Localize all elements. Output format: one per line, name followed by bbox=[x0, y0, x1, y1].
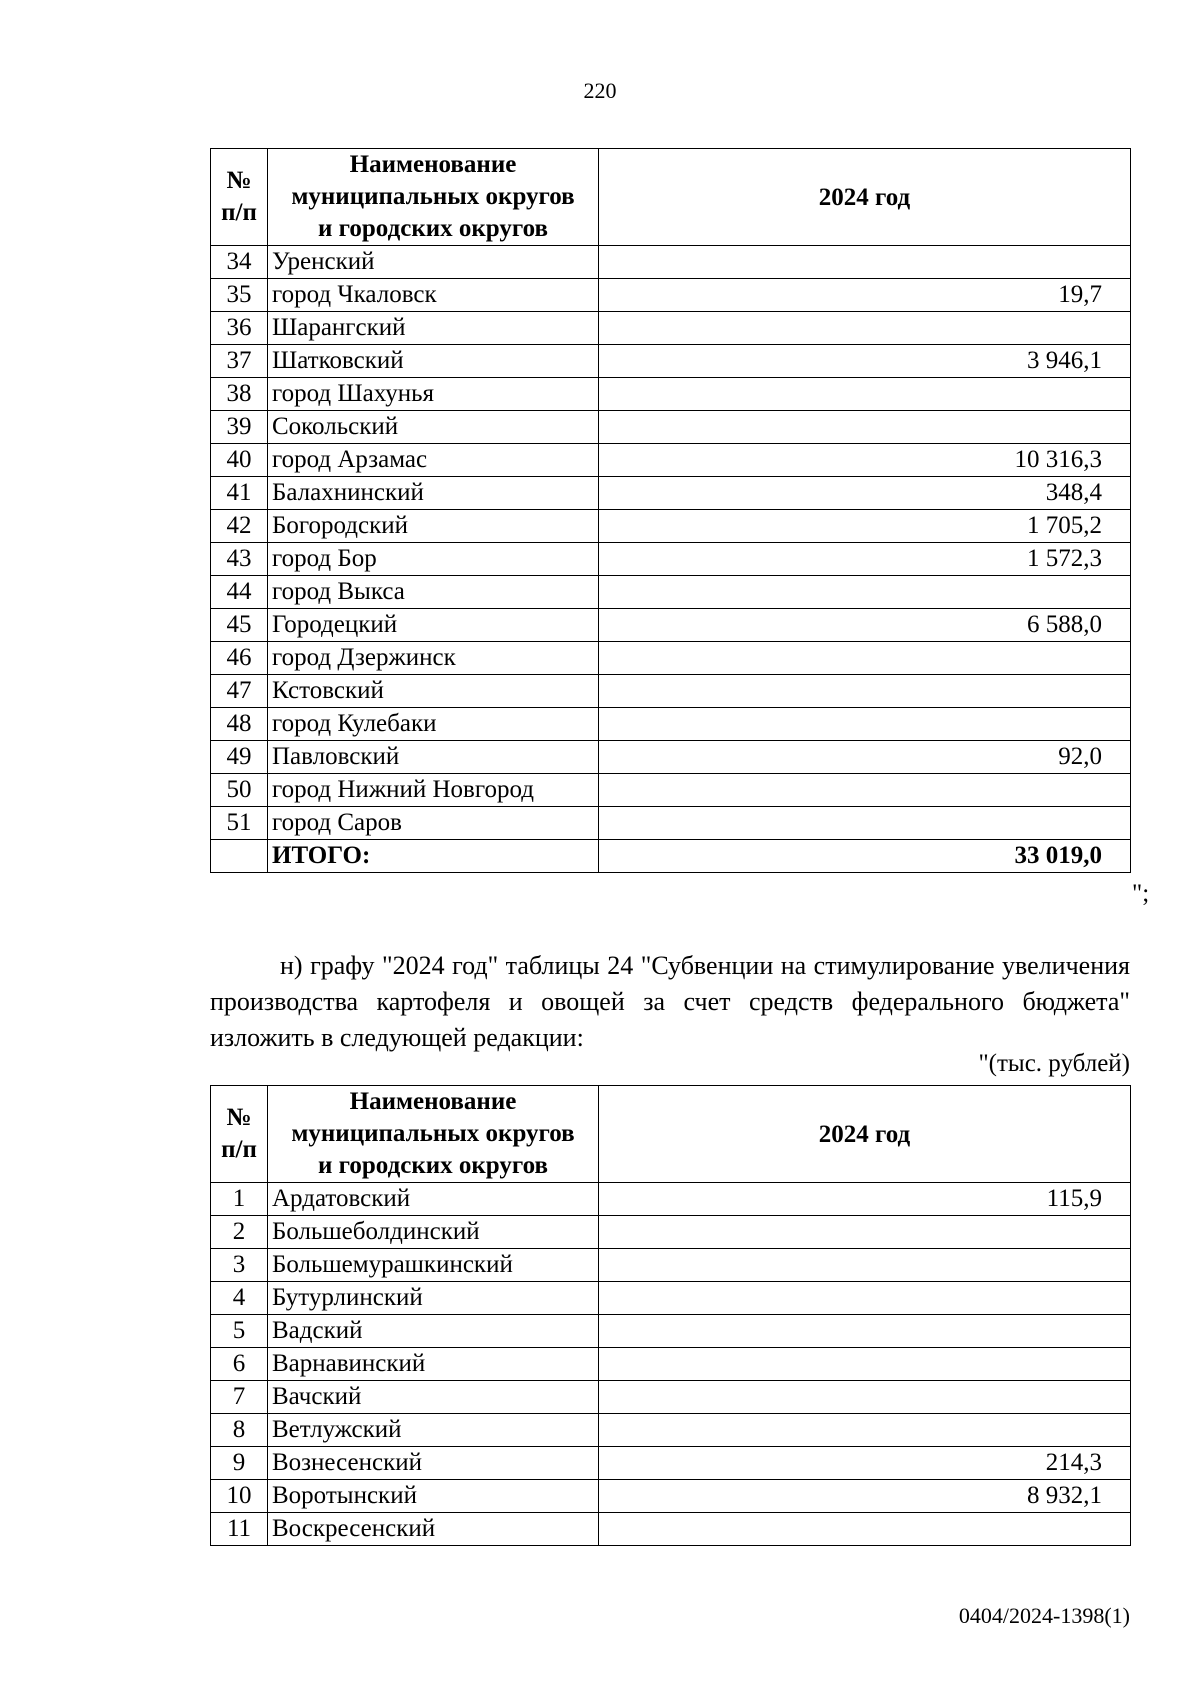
amount-cell bbox=[599, 312, 1131, 345]
municipality-name-cell: город Выкса bbox=[268, 576, 599, 609]
table-row bbox=[211, 807, 1131, 840]
table-row bbox=[211, 741, 1131, 774]
municipality-name-cell: Ветлужский bbox=[268, 1414, 599, 1447]
table-row bbox=[211, 1447, 1131, 1480]
amount-cell bbox=[599, 1414, 1131, 1447]
subvention-table-24 bbox=[210, 1085, 1131, 1546]
municipality-name-cell: Городецкий bbox=[268, 609, 599, 642]
municipality-name-cell: Воскресенский bbox=[268, 1513, 599, 1546]
total-row bbox=[211, 840, 1131, 873]
municipality-name-cell: город Саров bbox=[268, 807, 599, 840]
amount-cell bbox=[599, 675, 1131, 708]
row-number-cell: 40 bbox=[211, 444, 268, 477]
amount-cell bbox=[599, 1249, 1131, 1282]
table-row bbox=[211, 642, 1131, 675]
table-row bbox=[211, 345, 1131, 378]
municipality-name-cell: Павловский bbox=[268, 741, 599, 774]
header-municipality-name: Наименование муниципальных округов и городских округов bbox=[268, 149, 599, 246]
municipality-name-cell: Большеболдинский bbox=[268, 1216, 599, 1249]
amount-cell bbox=[599, 411, 1131, 444]
table-row bbox=[211, 477, 1131, 510]
table-row bbox=[211, 1249, 1131, 1282]
municipality-name-cell: Воротынский bbox=[268, 1480, 599, 1513]
row-number-cell: 51 bbox=[211, 807, 268, 840]
row-number-cell: 35 bbox=[211, 279, 268, 312]
table-row bbox=[211, 1282, 1131, 1315]
municipality-name-cell: Шарангский bbox=[268, 312, 599, 345]
amendment-paragraph: н) графу "2024 год" таблицы 24 "Субвенции на стимулирование увеличения производства картофеля и овощей за счет средств федерального бюджета" изложить в следующей редакции: bbox=[210, 951, 1130, 1052]
amount-cell bbox=[599, 642, 1131, 675]
municipality-name-cell: Вознесенский bbox=[268, 1447, 599, 1480]
row-number-cell: 9 bbox=[211, 1447, 268, 1480]
table-row bbox=[211, 543, 1131, 576]
amount-cell bbox=[599, 708, 1131, 741]
table-row bbox=[211, 774, 1131, 807]
municipality-name-cell: город Шахунья bbox=[268, 378, 599, 411]
row-number-cell: 38 bbox=[211, 378, 268, 411]
units-label: "(тыс. рублей) bbox=[978, 1050, 1130, 1077]
table-row bbox=[211, 1381, 1131, 1414]
amount-cell: 6 588,0 bbox=[599, 609, 1131, 642]
amount-cell bbox=[599, 1282, 1131, 1315]
municipality-name-cell: ИТОГО: bbox=[268, 840, 599, 873]
table-row bbox=[211, 279, 1131, 312]
row-number-cell: 10 bbox=[211, 1480, 268, 1513]
amount-cell: 214,3 bbox=[599, 1447, 1131, 1480]
amount-cell: 19,7 bbox=[599, 279, 1131, 312]
table-row bbox=[211, 1315, 1131, 1348]
row-number-cell: 6 bbox=[211, 1348, 268, 1381]
table-row bbox=[211, 246, 1131, 279]
amount-cell bbox=[599, 807, 1131, 840]
amount-cell bbox=[599, 1381, 1131, 1414]
row-number-cell: 8 bbox=[211, 1414, 268, 1447]
municipality-name-cell: Большемурашкинский bbox=[268, 1249, 599, 1282]
amount-cell: 348,4 bbox=[599, 477, 1131, 510]
table-row bbox=[211, 510, 1131, 543]
table-row bbox=[211, 1348, 1131, 1381]
row-number-cell: 1 bbox=[211, 1183, 268, 1216]
amount-cell bbox=[599, 1216, 1131, 1249]
amount-cell: 115,9 bbox=[599, 1183, 1131, 1216]
amount-cell: 1 572,3 bbox=[599, 543, 1131, 576]
table-header-row bbox=[211, 1086, 1131, 1183]
table-row bbox=[211, 675, 1131, 708]
allocation-table-continued bbox=[210, 148, 1131, 873]
row-number-cell: 46 bbox=[211, 642, 268, 675]
page-number: 220 bbox=[583, 78, 617, 103]
municipality-name-cell: Варнавинский bbox=[268, 1348, 599, 1381]
municipality-name-cell: город Бор bbox=[268, 543, 599, 576]
table-row bbox=[211, 444, 1131, 477]
table-row bbox=[211, 378, 1131, 411]
table-row bbox=[211, 411, 1131, 444]
table-row bbox=[211, 1216, 1131, 1249]
header-municipality-name: Наименование муниципальных округов и городских округов bbox=[268, 1086, 599, 1183]
table-header-row bbox=[211, 149, 1131, 246]
municipality-name-cell: Шатковский bbox=[268, 345, 599, 378]
amount-cell: 33 019,0 bbox=[599, 840, 1131, 873]
row-number-cell bbox=[211, 840, 268, 873]
amount-cell bbox=[599, 1513, 1131, 1546]
municipality-name-cell: город Дзержинск bbox=[268, 642, 599, 675]
header-year-2024: 2024 год bbox=[599, 149, 1131, 246]
header-row-number: № п/п bbox=[211, 149, 268, 246]
municipality-name-cell: город Чкаловск bbox=[268, 279, 599, 312]
amount-cell bbox=[599, 1315, 1131, 1348]
table-row bbox=[211, 1480, 1131, 1513]
municipality-name-cell: город Арзамас bbox=[268, 444, 599, 477]
table-row bbox=[211, 1414, 1131, 1447]
row-number-cell: 47 bbox=[211, 675, 268, 708]
row-number-cell: 39 bbox=[211, 411, 268, 444]
row-number-cell: 4 bbox=[211, 1282, 268, 1315]
row-number-cell: 3 bbox=[211, 1249, 268, 1282]
municipality-name-cell: Богородский bbox=[268, 510, 599, 543]
municipality-name-cell: Сокольский bbox=[268, 411, 599, 444]
row-number-cell: 41 bbox=[211, 477, 268, 510]
municipality-name-cell: Кстовский bbox=[268, 675, 599, 708]
amount-cell bbox=[599, 1348, 1131, 1381]
municipality-name-cell: Ардатовский bbox=[268, 1183, 599, 1216]
table-row bbox=[211, 312, 1131, 345]
row-number-cell: 48 bbox=[211, 708, 268, 741]
amount-cell: 92,0 bbox=[599, 741, 1131, 774]
municipality-name-cell: Вадский bbox=[268, 1315, 599, 1348]
header-row-number: № п/п bbox=[211, 1086, 268, 1183]
row-number-cell: 45 bbox=[211, 609, 268, 642]
row-number-cell: 49 bbox=[211, 741, 268, 774]
table-row bbox=[211, 708, 1131, 741]
amount-cell bbox=[599, 246, 1131, 279]
municipality-name-cell: город Нижний Новгород bbox=[268, 774, 599, 807]
table-row bbox=[211, 1513, 1131, 1546]
row-number-cell: 36 bbox=[211, 312, 268, 345]
municipality-name-cell: Уренский bbox=[268, 246, 599, 279]
row-number-cell: 37 bbox=[211, 345, 268, 378]
table-row bbox=[211, 576, 1131, 609]
amount-cell bbox=[599, 774, 1131, 807]
municipality-name-cell: город Кулебаки bbox=[268, 708, 599, 741]
municipality-name-cell: Бутурлинский bbox=[268, 1282, 599, 1315]
row-number-cell: 34 bbox=[211, 246, 268, 279]
municipality-name-cell: Вачский bbox=[268, 1381, 599, 1414]
row-number-cell: 5 bbox=[211, 1315, 268, 1348]
municipality-name-cell: Балахнинский bbox=[268, 477, 599, 510]
row-number-cell: 11 bbox=[211, 1513, 268, 1546]
table-row bbox=[211, 1183, 1131, 1216]
amount-cell: 3 946,1 bbox=[599, 345, 1131, 378]
amount-cell: 8 932,1 bbox=[599, 1480, 1131, 1513]
row-number-cell: 50 bbox=[211, 774, 268, 807]
table-row bbox=[211, 609, 1131, 642]
amount-cell bbox=[599, 576, 1131, 609]
row-number-cell: 43 bbox=[211, 543, 268, 576]
document-code: 0404/2024-1398(1) bbox=[958, 1603, 1130, 1628]
row-number-cell: 2 bbox=[211, 1216, 268, 1249]
closing-quote-mark: "; bbox=[1132, 880, 1150, 907]
header-year-2024: 2024 год bbox=[599, 1086, 1131, 1183]
row-number-cell: 42 bbox=[211, 510, 268, 543]
amount-cell: 1 705,2 bbox=[599, 510, 1131, 543]
amount-cell bbox=[599, 378, 1131, 411]
amount-cell: 10 316,3 bbox=[599, 444, 1131, 477]
row-number-cell: 7 bbox=[211, 1381, 268, 1414]
row-number-cell: 44 bbox=[211, 576, 268, 609]
